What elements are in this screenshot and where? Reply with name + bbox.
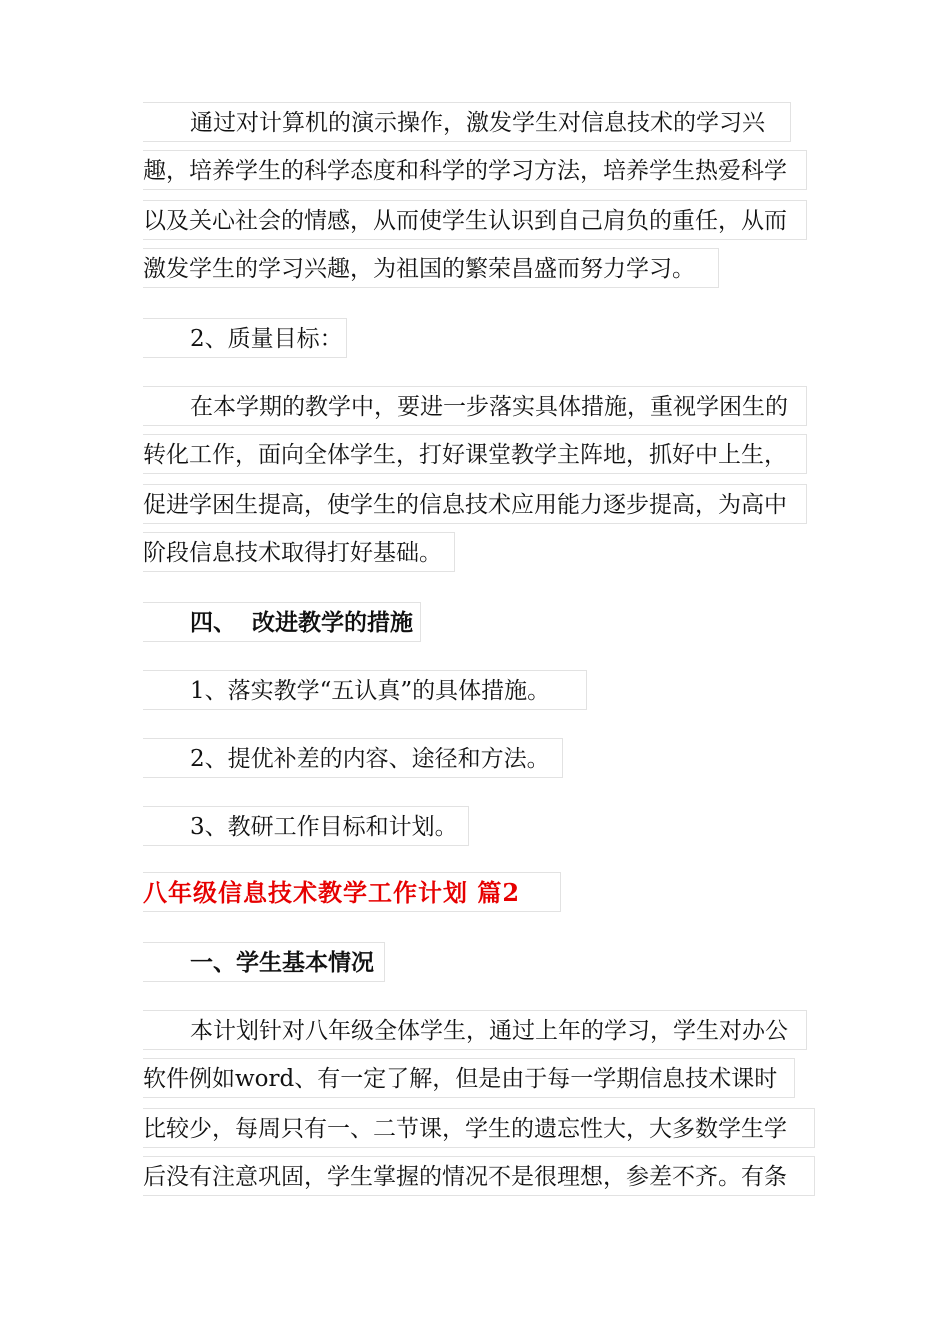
measure-item-1: 1、落实教学“五认真”的具体措施。: [143, 670, 587, 710]
measure-item-3: 3、教研工作目标和计划。: [143, 806, 469, 846]
section-4-heading: 四、 改进教学的措施: [143, 602, 421, 642]
article-title: 八年级信息技术教学工作计划 篇2: [143, 872, 561, 912]
paragraph-2-line-4: 阶段信息技术取得打好基础。: [143, 532, 455, 572]
section-1-heading: 一、学生基本情况: [143, 942, 385, 982]
paragraph-3-line-3: 比较少，每周只有一、二节课，学生的遗忘性大，大多数学生学: [143, 1108, 815, 1148]
paragraph-3-line-1: 本计划针对八年级全体学生，通过上年的学习，学生对办公: [143, 1010, 807, 1050]
paragraph-1-line-2: 趣，培养学生的科学态度和科学的学习方法，培养学生热爱科学: [143, 150, 807, 190]
paragraph-2-line-2: 转化工作，面向全体学生，打好课堂教学主阵地，抓好中上生，: [143, 434, 807, 474]
paragraph-1-line-3: 以及关心社会的情感，从而使学生认识到自己肩负的重任，从而: [143, 200, 807, 240]
paragraph-3-line-4: 后没有注意巩固，学生掌握的情况不是很理想，参差不齐。有条: [143, 1156, 815, 1196]
paragraph-2-line-3: 促进学困生提高，使学生的信息技术应用能力逐步提高，为高中: [143, 484, 807, 524]
paragraph-1-line-4: 激发学生的学习兴趣，为祖国的繁荣昌盛而努力学习。: [143, 248, 719, 288]
measure-item-2: 2、提优补差的内容、途径和方法。: [143, 738, 563, 778]
paragraph-2-line-1: 在本学期的教学中，要进一步落实具体措施，重视学困生的: [143, 386, 807, 426]
quality-goal-heading: 2、质量目标：: [143, 318, 347, 358]
paragraph-1-line-1: 通过对计算机的演示操作，激发学生对信息技术的学习兴: [143, 102, 791, 142]
paragraph-3-line-2: 软件例如word、有一定了解，但是由于每一学期信息技术课时: [143, 1058, 795, 1098]
